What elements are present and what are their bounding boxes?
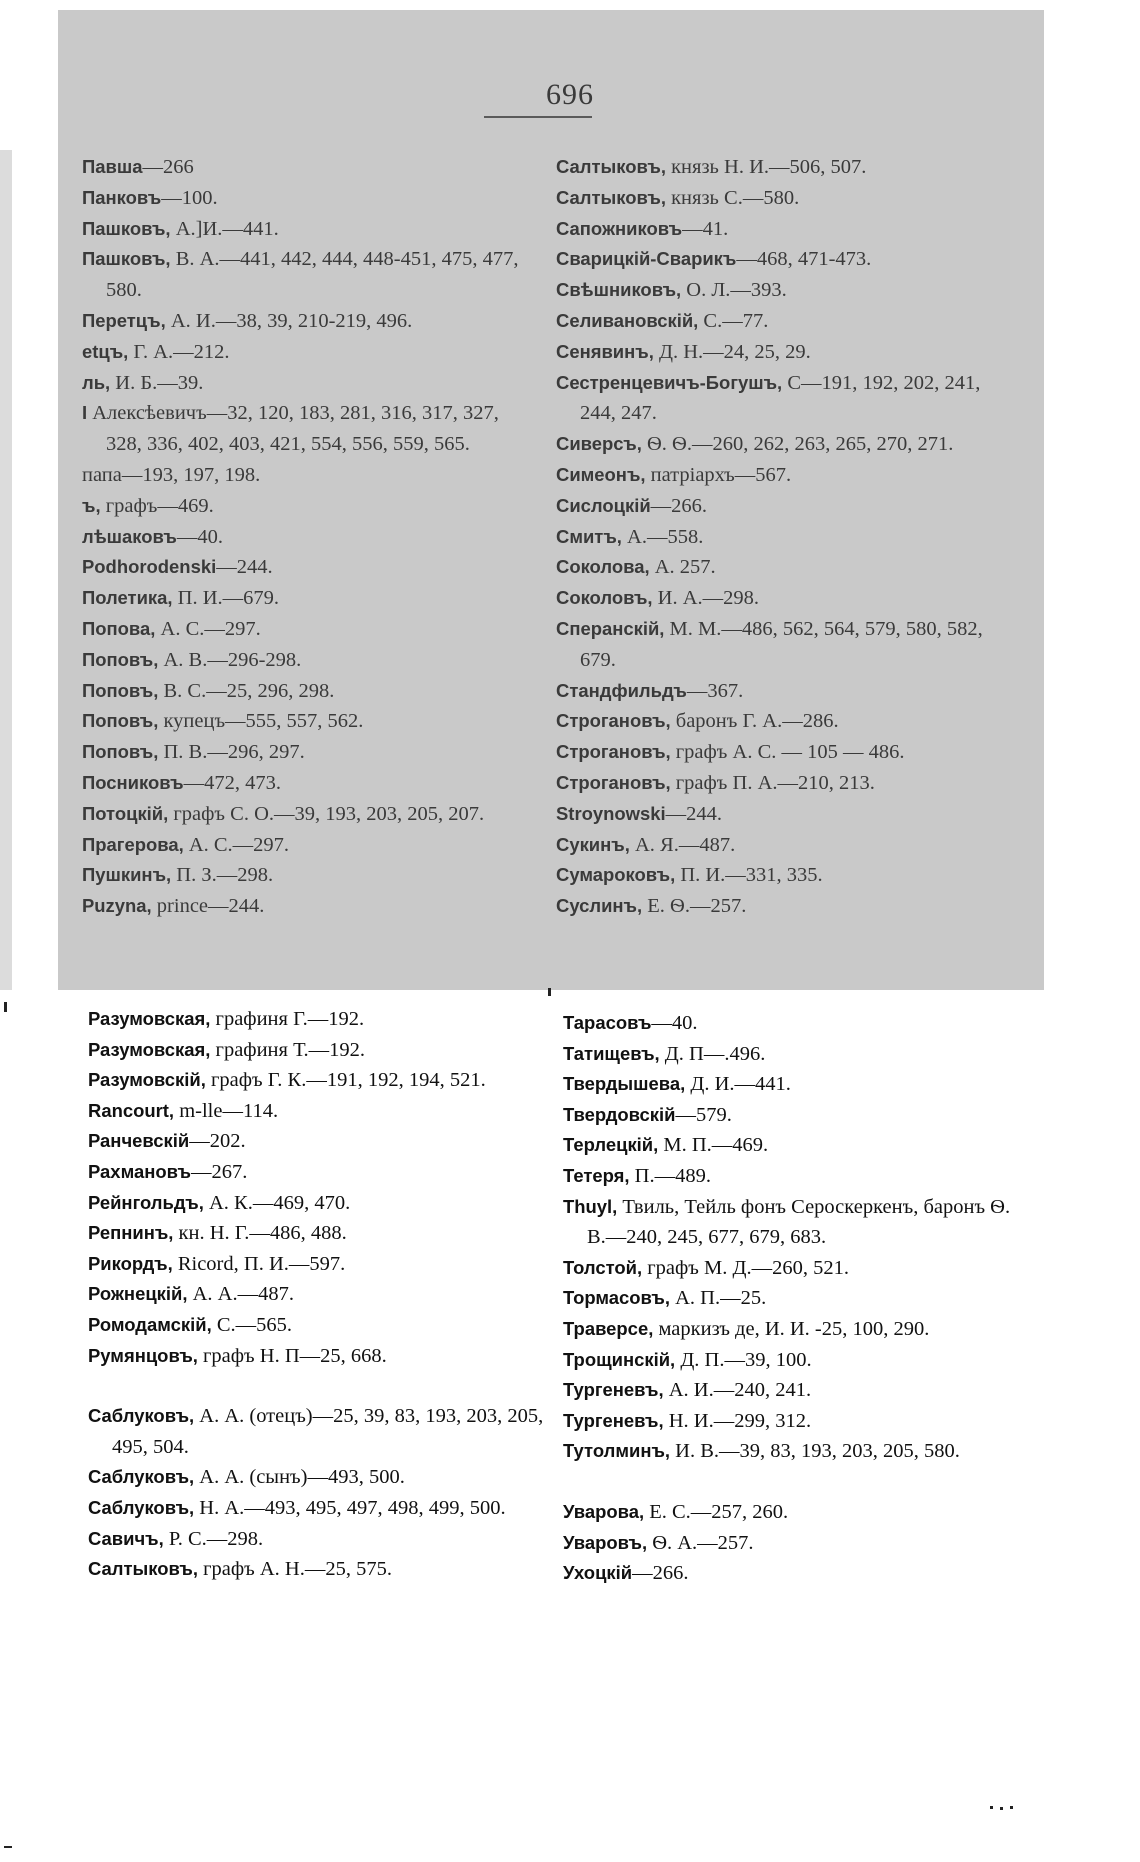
entry-references: графъ А. С. — 105 — 486. [670,741,905,764]
entry-references: И. В.—39, 83, 193, 203, 205, 580. [670,1440,960,1463]
index-entry [82,799,537,830]
entry-name: Траверсе, [563,1317,654,1339]
page-number-rule [484,116,592,118]
entry-name: лѣшаковъ [82,525,177,547]
index-entry [563,1069,1013,1100]
index-entry [556,429,1006,460]
entry-references: —468, 471-473. [736,248,872,271]
index-entry [82,398,537,460]
margin-mark [1000,1807,1003,1810]
index-entry [556,830,1006,861]
index-entry [563,1100,1013,1131]
index-entry [82,491,537,522]
entry-name: Пушкинъ, [82,864,172,886]
index-entry [88,1188,548,1219]
index-entry [556,860,1006,891]
entry-name: Тарасовъ [563,1012,652,1033]
entry-name: Ранчевскій [88,1130,190,1152]
entry-name: Селивановскій, [556,309,699,331]
entry-name: Рикордъ, [88,1252,173,1274]
entry-references: —40. [176,525,223,548]
index-entry [82,830,537,861]
entry-references: графиня Г.—192. [210,1008,365,1030]
entry-name: Твердовскій [563,1103,676,1125]
entry-name: Терлецкій, [563,1134,659,1156]
entry-name: Румянцовъ, [88,1344,198,1366]
entry-references: С.—565. [211,1313,292,1336]
index-entry [556,214,1006,245]
index-entry [88,1096,548,1127]
index-entry [556,491,1006,522]
entry-references: Ѳ. Ѳ.—260, 262, 263, 265, 270, 271. [641,433,954,456]
entry-references: графиня Т.—192. [210,1038,366,1061]
entry-name: Панковъ [82,186,162,208]
entry-references: —41. [682,217,729,240]
index-entry [556,737,1006,768]
entry-name: Поповъ, [82,648,159,670]
entry-references: А. А. (отецъ)—25, 39, 83, 193, 203, 205, 495, 504. [112,1405,544,1458]
index-entry [563,1283,1013,1314]
entry-name: Толстой, [563,1256,643,1278]
entry-references: Д. Н.—24, 25, 29. [653,340,811,363]
entry-references: кн. Н. Г.—486, 488. [173,1222,347,1245]
entry-name: Трощинскій, [563,1348,676,1370]
index-entry [563,1253,1013,1284]
entry-references: Н. И.—299, 312. [663,1409,812,1432]
entry-references: купецъ—555, 557, 562. [158,710,364,733]
entry-name: Сварицкій-Сварикъ [556,248,737,270]
entry-name: Сенявинъ, [556,340,654,362]
index-entry [563,1497,1013,1528]
index-entry [82,152,537,183]
entry-name: Потоцкій, [82,802,169,824]
index-entry [88,1462,548,1493]
entry-name: Пашковъ, [82,248,171,270]
margin-mark [4,1002,7,1012]
index-entry [556,676,1006,707]
index-entry [82,583,537,614]
entry-name: Салтыковъ, [88,1558,198,1580]
entry-references: Р. С.—298. [163,1527,264,1550]
entry-name: Rancourt, [88,1099,175,1121]
entry-name: Сперанскій, [556,617,665,639]
index-entry [82,768,537,799]
index-entry [82,706,537,737]
entry-name: Тутолминъ, [563,1440,671,1462]
index-entry [82,645,537,676]
index-entry [82,522,537,553]
index-entry [556,891,1006,922]
entry-name: Podhorodenski [82,556,217,578]
index-entry [82,552,537,583]
entry-name: Разумовскій, [88,1069,206,1091]
index-entry [556,583,1006,614]
entry-references: маркизъ де, И. И. -25, 100, 290. [653,1317,930,1340]
entry-references: О. Л.—393. [681,279,787,302]
entry-references: князь С.—580. [665,186,800,209]
entry-references: —266. [650,494,708,517]
entry-name: Прагерова, [82,833,184,855]
index-entry [563,1406,1013,1437]
index-column-upper-right [556,152,1006,922]
entry-name: Тетеря, [563,1164,630,1186]
entry-references: А. А. (сынъ)—493, 500. [194,1466,405,1489]
index-entry [82,460,537,491]
index-entry [556,614,1006,676]
entry-references: А.]И.—441. [170,217,279,240]
entry-name: Сапожниковъ [556,217,683,239]
entry-name: Полетика, [82,587,173,609]
entry-name: Саблуковъ, [88,1466,195,1488]
entry-references: Ricord, П. И.—597. [172,1252,346,1275]
entry-references: prince—244. [151,895,265,918]
entry-references: А. К.—469, 470. [203,1191,351,1214]
entry-references: И. А.—298. [652,587,760,610]
entry-name: Саблуковъ, [88,1405,195,1427]
entry-name: Соколовъ, [556,587,653,609]
index-entry [88,1371,548,1401]
entry-references: С.—77. [698,309,769,332]
entry-references: графъ Г. К.—191, 192, 194, 521. [205,1069,486,1092]
index-entry [556,799,1006,830]
entry-name: Павша [82,156,143,177]
entry-references: Е. Ѳ.—257. [642,895,747,918]
entry-name: Строгановъ, [556,710,671,732]
index-entry [88,1279,548,1310]
entry-references: графъ С. О.—39, 193, 203, 205, 207. [168,802,485,825]
entry-references: А. П.—25. [670,1287,767,1310]
entry-name: Строгановъ, [556,771,671,793]
entry-name: Разумовская, [88,1008,211,1029]
entry-name: Салтыковъ, [556,156,666,177]
index-entry [82,214,537,245]
index-entry [563,1558,1013,1589]
entry-references: —244. [665,802,723,825]
scan-edge-strip [0,150,12,990]
index-entry [563,1161,1013,1192]
index-entry [82,244,537,306]
page-number: 696 [546,78,594,111]
index-entry [82,368,537,399]
index-column-lower-left [88,1004,548,1585]
entry-references: С—191, 192, 202, 241, 244, 247. [580,371,981,425]
index-entry [88,1401,548,1462]
entry-references: Д. П.—39, 100. [675,1348,812,1371]
entry-references: графъ Н. П—25, 668. [197,1344,387,1367]
entry-references: —40. [651,1012,698,1034]
index-entry [88,1004,548,1035]
entry-references: В. А.—441, 442, 444, 448-451, 475, 477, 580. [106,248,519,302]
entry-name: Stroynowski [556,802,666,824]
index-entry [88,1249,548,1280]
entry-name: Сислоцкій [556,494,651,516]
entry-name: Пашковъ, [82,217,171,239]
entry-name: Поповъ, [82,710,159,732]
entry-references: П.—489. [629,1164,711,1187]
entry-name: Татищевъ, [563,1042,660,1064]
index-entry [556,183,1006,214]
entry-references: А. 257. [649,556,716,579]
index-entry [88,1065,548,1096]
entry-references: В. С.—25, 296, 298. [158,679,335,702]
entry-name: Свѣшниковъ, [556,279,682,301]
entry-name: Рахмановъ [88,1160,191,1182]
entry-references: П. В.—296, 297. [158,741,305,764]
entry-name: Тургеневъ, [563,1379,664,1401]
entry-name: Симеонъ, [556,463,646,485]
index-entry [88,1126,548,1157]
entry-name: Стандфильдъ [556,679,687,701]
index-entry [563,1130,1013,1161]
entry-references: баронъ Г. А.—286. [670,710,839,733]
entry-name: Смитъ, [556,525,622,547]
index-entry [82,676,537,707]
entry-references: А. В.—296-298. [158,648,302,671]
margin-mark [4,1846,12,1848]
entry-name: Посниковъ [82,771,184,793]
entry-name: Поповъ, [82,741,159,763]
entry-references: П. И.—679. [172,587,279,610]
entry-name: I [82,402,88,424]
entry-name: Сиверсъ, [556,433,642,455]
entry-name: Уваровъ, [563,1531,648,1553]
entry-references: графъ—469. [100,494,214,517]
entry-name: Рожнецкій, [88,1283,188,1305]
index-entry [88,1554,548,1585]
entry-references: А. Я.—487. [629,833,736,856]
entry-references: И. Б.—39. [110,371,204,394]
entry-name: Тургеневъ, [563,1409,664,1431]
entry-references: А. И.—240, 241. [663,1379,812,1402]
entry-name: Сестренцевичъ-Богушъ, [556,371,783,393]
entry-name: Рейнгольдъ, [88,1191,204,1213]
index-entry [88,1218,548,1249]
entry-references: А.—558. [621,525,704,548]
index-entry [82,891,537,922]
entry-references: Г. А.—212. [128,340,230,363]
entry-references: —100. [161,186,218,209]
index-entry [563,1528,1013,1559]
entry-name: ъ, [82,494,101,516]
entry-references: Твиль, Тейль фонъ Сероскеркенъ, баронъ Ѳ. В.—240, 245, 677, 679, 683. [587,1195,1011,1249]
entry-name: Уварова, [563,1500,645,1522]
entry-references: А. С.—297. [183,833,290,856]
entry-name: Суслинъ, [556,895,643,917]
margin-mark [548,988,551,996]
index-entry [563,1375,1013,1406]
entry-references: М. М.—486, 562, 564, 579, 580, 582, 679. [580,617,983,671]
entry-references: —367. [686,679,744,702]
entry-name: Поповъ, [82,679,159,701]
index-entry [563,1314,1013,1345]
entry-references: —267. [190,1160,248,1183]
margin-mark [990,1806,993,1809]
entry-references: А. А.—487. [187,1283,294,1306]
entry-references: m-lle—114. [174,1099,279,1122]
entry-references: М. П.—469. [658,1134,769,1157]
entry-name: Савичъ, [88,1527,164,1549]
index-entry [88,1524,548,1555]
entry-name: Твердышева, [563,1073,686,1095]
entry-references: —579. [675,1103,732,1126]
entry-references: Д. П—.496. [659,1042,766,1065]
entry-name: etцъ, [82,340,129,362]
entry-references: —472, 473. [183,771,281,794]
index-entry [556,244,1006,275]
margin-mark [1010,1806,1013,1809]
entry-name: ль, [82,371,111,393]
index-entry [82,306,537,337]
entry-references: П. З.—298. [171,864,274,887]
index-entry [88,1310,548,1341]
index-entry [88,1493,548,1524]
index-entry [556,552,1006,583]
index-entry [88,1341,548,1372]
index-entry [563,1192,1013,1253]
index-entry [556,306,1006,337]
entry-references: Н. А.—493, 495, 497, 498, 499, 500. [194,1496,506,1519]
entry-references: Алексѣевичъ—32, 120, 183, 281, 316, 317, 327, 328, 336, 402, 403, 421, 554, 556, 559, 565. [87,402,499,456]
entry-references: папа—193, 197, 198. [82,463,261,486]
index-entry [563,1008,1013,1039]
entry-name: Тормасовъ, [563,1287,670,1309]
entry-name: Thuyl, [563,1195,618,1217]
entry-references: князь Н. И.—506, 507. [665,156,867,178]
index-entry [556,152,1006,183]
index-entry [563,1467,1013,1497]
index-entry [556,706,1006,737]
entry-references: Е. С.—257, 260. [644,1500,789,1523]
entry-name: Саблуковъ, [88,1496,195,1518]
index-entry [563,1436,1013,1467]
entry-references: —266 [142,156,194,178]
entry-references: —244. [216,556,273,579]
entry-references: А. И.—38, 39, 210-219, 496. [165,309,413,332]
entry-name: Попова, [82,617,156,639]
index-entry [556,337,1006,368]
entry-references: Ѳ. А.—257. [647,1531,754,1554]
entry-references: графъ А. Н.—25, 575. [197,1558,392,1581]
entry-name: Разумовская, [88,1038,211,1060]
entry-name: Репнинъ, [88,1222,174,1244]
entry-name: Сумароковъ, [556,864,676,886]
index-column-lower-right [563,1008,1013,1589]
entry-references: графъ М. Д.—260, 521. [642,1256,849,1279]
entry-name: Соколова, [556,556,650,578]
index-entry [82,337,537,368]
entry-references: —202. [189,1130,246,1153]
index-entry [563,1345,1013,1376]
entry-name: Строгановъ, [556,741,671,763]
index-entry [82,860,537,891]
entry-name: Сукинъ, [556,833,630,855]
entry-references: А. С.—297. [155,617,261,640]
entry-name: Салтыковъ, [556,186,666,208]
entry-references: Д. И.—441. [685,1073,791,1096]
entry-references: графъ П. А.—210, 213. [670,771,875,794]
index-entry [82,183,537,214]
entry-name: Ромодамскій, [88,1313,212,1335]
entry-name: Ухоцкій [563,1562,633,1584]
index-entry [556,522,1006,553]
index-entry [88,1157,548,1188]
index-entry [82,614,537,645]
index-entry [563,1039,1013,1070]
entry-references: —266. [632,1562,689,1585]
index-entry [88,1035,548,1066]
entry-name: Перетцъ, [82,309,166,331]
index-column-upper-left [82,152,537,922]
index-entry [556,368,1006,430]
index-entry [82,737,537,768]
entry-references: П. И.—331, 335. [675,864,823,887]
entry-references: патріархъ—567. [645,463,792,486]
index-entry [556,275,1006,306]
index-entry [556,460,1006,491]
entry-name: Puzyna, [82,895,152,917]
index-entry [556,768,1006,799]
